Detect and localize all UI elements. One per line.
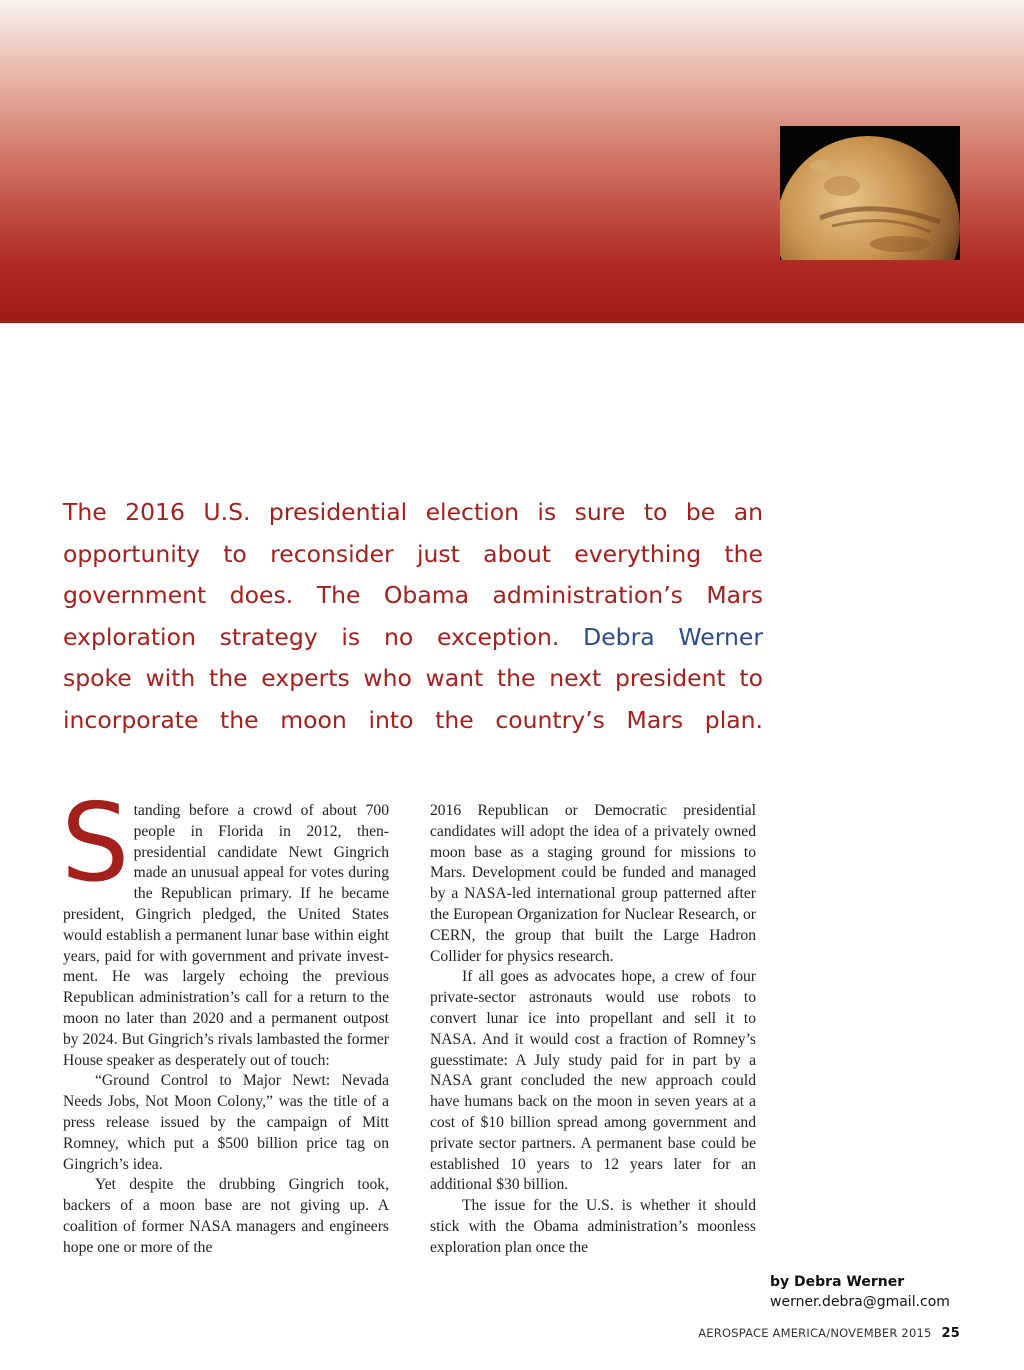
article-deck xyxy=(63,492,763,741)
deck-line: exploration strategy is no exception. xyxy=(63,622,560,651)
article-paragraph: If all goes as advocates hope, a crew of four private-sector astronauts would use robots to convert lunar ice into propellant and sell it to NASA. And it would cost a fraction of Romney’s guesstimate: A July study paid for in part by a NASA grant concluded the new approach could have humans back on the moon in seven years at a cost of $10 billion spread among government and private sector partners. A permanent base could be established 10 years to 12 years later for an additional $30 billion. xyxy=(430,968,756,1194)
article-paragraph: Yet despite the drubbing Gingrich took, backers of a moon base are not giving up. A coalition of former NASA managers and engineers hope one or more of the xyxy=(63,1176,389,1256)
publication-name: AEROSPACE AMERICA/NOVEMBER 2015 xyxy=(698,1326,932,1340)
deck-line: The 2016 U.S. presidential election is sure to be an xyxy=(63,498,763,526)
byline-email[interactable]: werner.debra@gmail.com xyxy=(770,1294,950,1310)
article-paragraph: The issue for the U.S. is whether it should stick with the Obama administration’s moonless exploration plan once the xyxy=(430,1197,756,1256)
article-column-right xyxy=(430,801,756,1259)
deck-line: spoke with the experts who want the next president to xyxy=(63,664,763,692)
deck-line: incorporate the moon into the country’s Mars plan. xyxy=(63,705,763,734)
article-paragraph: 2016 Republican or Democratic presidential candidates will adopt the idea of a privately owned moon base as a staging ground for missions to Mars. Development could be funded and managed by a NASA-led international group patterned after the European Organization for Nuclear Research, or CERN, the group that built the Large Hadron Collider for physics research. xyxy=(430,802,756,965)
mars-planet-image xyxy=(780,126,960,260)
drop-cap: S xyxy=(61,781,130,906)
article-column-left xyxy=(61,781,389,1259)
byline xyxy=(770,1272,950,1312)
paragraph-text: tanding before a crowd of about 700 people in Florida in 2012, then-presidential candidate Newt Gingrich made an unusual appeal for votes during the Republican primary. If he became president, Gingrich pledged, the United States would establish a permanent lunar base within eight years, paid for with government and private investment. He was largely echoing the previous Republican administration’s call for a return to the moon no later than 2020 and a permanent outpost by 2024. But Gingrich’s rivals lambasted the former House speaker as desperately out of touch: xyxy=(63,802,389,1069)
article-paragraph xyxy=(61,781,389,1071)
deck-line: government does. The Obama administration’s Mars xyxy=(63,581,763,609)
byline-name: by Debra Werner xyxy=(770,1274,905,1290)
page-number: 25 xyxy=(941,1326,960,1341)
deck-author: Debra Werner xyxy=(583,622,763,651)
article-paragraph: “Ground Control to Major Newt: Nevada Needs Jobs, Not Moon Colony,” was the title of a press release issued by the campaign of Mitt Romney, which put a $500 billion price tag on Gingrich’s idea. xyxy=(63,1072,389,1173)
page-footer xyxy=(698,1326,960,1341)
deck-line-with-author xyxy=(63,617,763,659)
deck-line: opportunity to reconsider just about everything the xyxy=(63,539,763,568)
